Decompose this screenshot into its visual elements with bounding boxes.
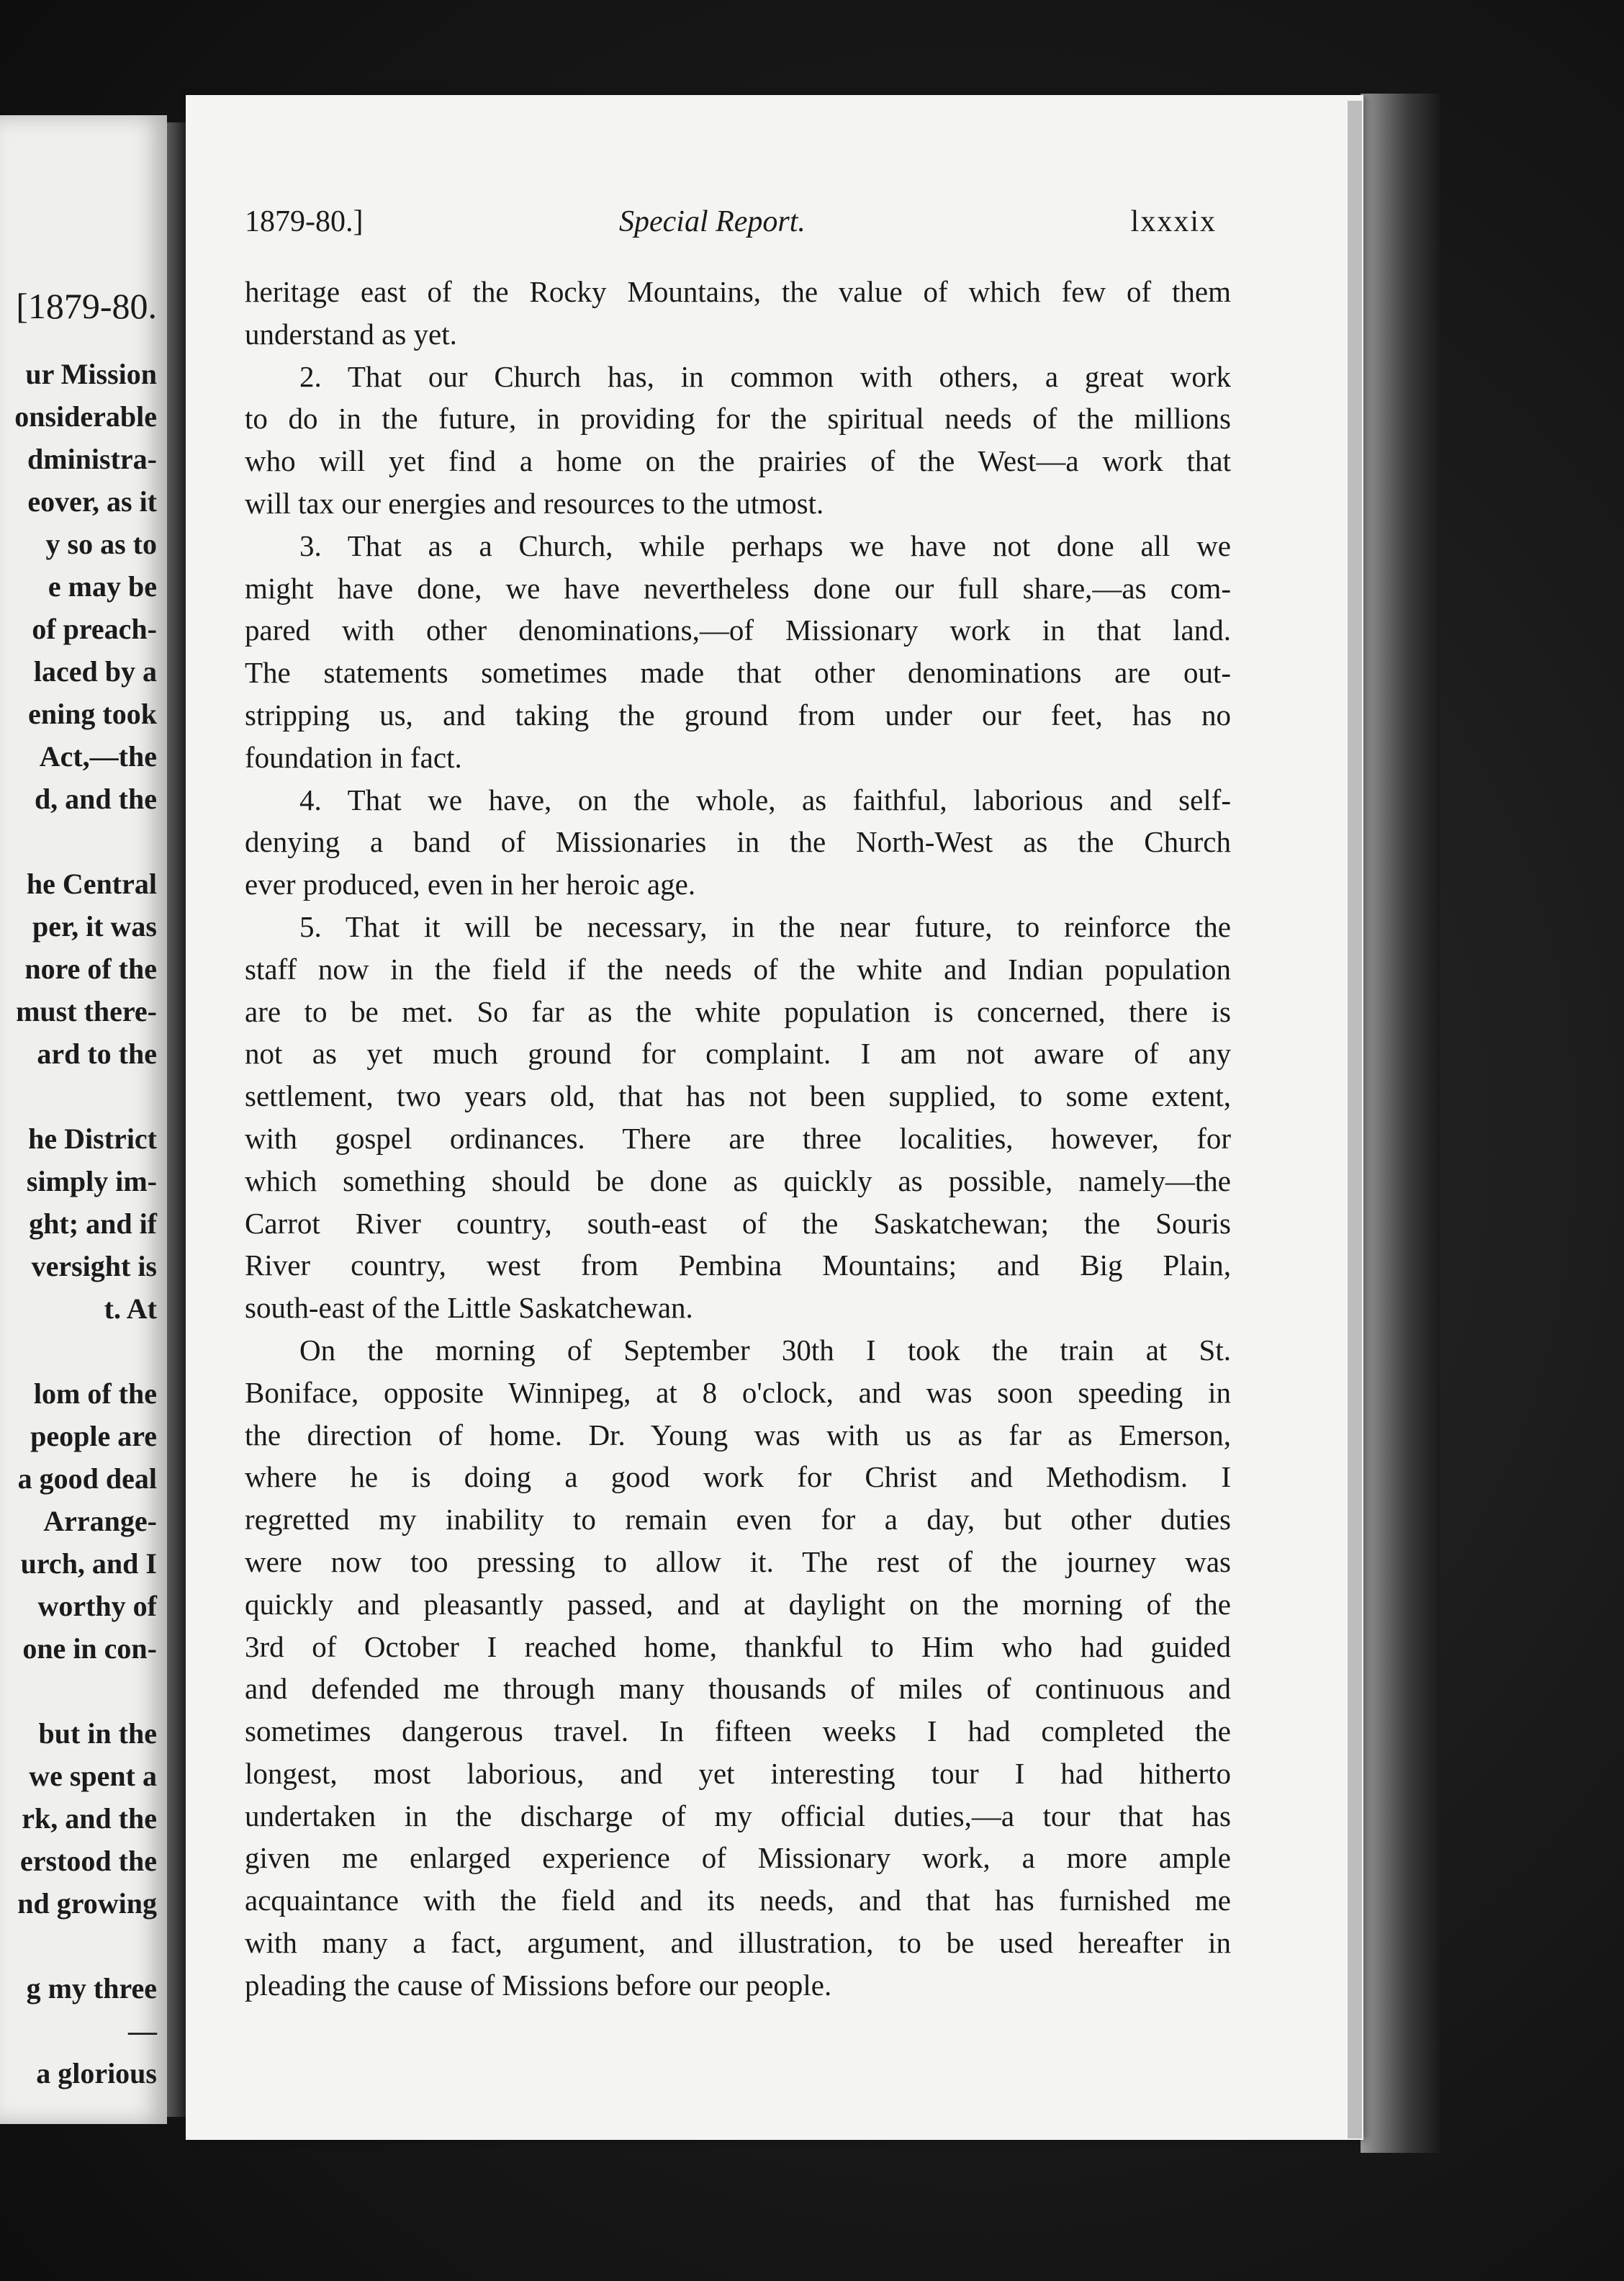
- text-line: 3rd of October I reached home, thankful to Him who had guided: [245, 1629, 1231, 1663]
- previous-page-line: laced by a: [33, 655, 157, 688]
- previous-page: [0, 115, 167, 2124]
- previous-page-line: nore of the: [24, 953, 157, 985]
- text-line: Carrot River country, south-east of the Saskatchewan; the Souris: [245, 1206, 1231, 1240]
- page-stack-edge: [1361, 94, 1440, 2153]
- text-line: ever produced, even in her heroic age.: [245, 868, 696, 901]
- previous-page-line: people are: [30, 1420, 157, 1452]
- previous-page-line: we spent a: [29, 1760, 157, 1792]
- text-line: were now too pressing to allow it. The rest of the journey was: [245, 1544, 1231, 1578]
- previous-page-line: [0, 1330, 157, 1372]
- text-line: 5. That it will be necessary, in the near future, to reinforce the: [299, 909, 1231, 943]
- previous-page-line: he District: [28, 1122, 157, 1155]
- previous-page-line: Arrange-: [43, 1505, 157, 1537]
- previous-page-line: y so as to: [45, 528, 157, 560]
- running-header: [245, 204, 1217, 248]
- text-line: settlement, two years old, that has not been supplied, to some extent,: [245, 1079, 1231, 1113]
- text-line: stripping us, and taking the ground from under our feet, has no: [245, 698, 1231, 732]
- text-line: south-east of the Little Saskatchewan.: [245, 1291, 693, 1325]
- text-line: River country, west from Pembina Mountains; and Big Plain,: [245, 1249, 1231, 1282]
- previous-page-line: must there-: [16, 995, 157, 1027]
- text-line: heritage east of the Rocky Mountains, the value of which few of them: [245, 275, 1231, 308]
- previous-page-line: ard to the: [37, 1038, 157, 1070]
- previous-page-line: urch, and I: [20, 1547, 157, 1580]
- text-line: sometimes dangerous travel. In fifteen weeks I had completed the: [245, 1714, 1231, 1748]
- previous-page-line: g my three: [26, 1972, 157, 2005]
- previous-page-line: a good deal: [17, 1462, 157, 1495]
- previous-page-line: [0, 1925, 157, 1967]
- text-line: with many a fact, argument, and illustration, to be used hereafter in: [245, 1926, 1231, 1960]
- previous-page-line: e may be: [48, 570, 157, 603]
- header-year: 1879-80.]: [245, 205, 364, 238]
- previous-page-line: eover, as it: [27, 485, 157, 518]
- text-line: regretted my inability to remain even for a day, but other duties: [245, 1503, 1231, 1537]
- text-line: The statements sometimes made that other denominations are out-: [245, 656, 1231, 690]
- text-line: understand as yet.: [245, 317, 457, 351]
- previous-page-line: [0, 820, 157, 863]
- previous-page-line: erstood the: [20, 1845, 157, 1877]
- text-line: not as yet much ground for complaint. I am not aware of any: [245, 1037, 1231, 1071]
- previous-page-line: worthy of: [37, 1590, 157, 1622]
- text-line: denying a band of Missionaries in the North-West as the Church: [245, 825, 1231, 859]
- previous-page-line: one in con-: [22, 1632, 157, 1665]
- page-number: lxxxix: [1130, 205, 1217, 238]
- text-line: are to be met. So far as the white population is concerned, there is: [245, 994, 1231, 1028]
- text-line: and defended me through many thousands of miles of continuous and: [245, 1672, 1231, 1706]
- previous-page-line: a glorious: [36, 2057, 157, 2089]
- previous-page-line: ening took: [28, 698, 157, 730]
- body-text: [245, 271, 1231, 2007]
- text-line: 2. That our Church has, in common with others, a great work: [299, 359, 1231, 393]
- text-line: might have done, we have nevertheless done our full share,—as com-: [245, 571, 1231, 605]
- text-line: given me enlarged experience of Missionary work, a more ample: [245, 1841, 1231, 1875]
- previous-page-line: onsiderable: [14, 400, 157, 433]
- text-line: which something should be done as quickly as possible, namely—the: [245, 1164, 1231, 1197]
- previous-page-line: he Central: [26, 868, 157, 900]
- text-line: with gospel ordinances. There are three localities, however, for: [245, 1121, 1231, 1155]
- previous-page-line: [0, 1075, 157, 1117]
- text-line: undertaken in the discharge of my official duties,—a tour that has: [245, 1799, 1231, 1832]
- text-line: 3. That as a Church, while perhaps we have not done all we: [299, 528, 1231, 562]
- previous-page-line: nd growing: [17, 1887, 157, 1920]
- previous-page-line: ur Mission: [25, 358, 157, 390]
- previous-page-line: of preach-: [32, 613, 157, 645]
- header-title: Special Report.: [619, 205, 806, 238]
- text-line: where he is doing a good work for Christ and Methodism. I: [245, 1460, 1231, 1494]
- text-line: Boniface, opposite Winnipeg, at 8 o'clock, and was soon speeding in: [245, 1375, 1231, 1409]
- text-line: pleading the cause of Missions before our people.: [245, 1968, 832, 2002]
- previous-page-line: versight is: [31, 1250, 157, 1282]
- page-edge-highlight: [1348, 101, 1362, 2138]
- previous-page-text: [0, 353, 157, 2095]
- text-line: will tax our energies and resources to the utmost.: [245, 486, 824, 520]
- previous-page-line: per, it was: [32, 910, 157, 942]
- text-line: foundation in fact.: [245, 740, 462, 774]
- previous-page-line: dministra-: [27, 443, 157, 475]
- text-line: acquaintance with the field and its needs, and that has furnished me: [245, 1884, 1231, 1917]
- text-line: who will yet find a home on the prairies of the West—a work that: [245, 444, 1231, 478]
- text-line: 4. That we have, on the whole, as faithful, laborious and self-: [299, 783, 1231, 816]
- text-line: staff now in the field if the needs of the white and Indian population: [245, 952, 1231, 986]
- previous-page-header: [1879-80.: [16, 286, 157, 326]
- text-line: quickly and pleasantly passed, and at daylight on the morning of the: [245, 1587, 1231, 1621]
- text-line: to do in the future, in providing for the spiritual needs of the millions: [245, 402, 1231, 436]
- previous-page-line: Act,—the: [39, 740, 157, 773]
- previous-page-line: [0, 1670, 157, 1712]
- text-line: pared with other denominations,—of Missionary work in that land.: [245, 613, 1231, 647]
- previous-page-line: lom of the: [33, 1377, 157, 1410]
- text-line: the direction of home. Dr. Young was with us as far as Emerson,: [245, 1418, 1231, 1452]
- previous-page-line: but in the: [38, 1717, 157, 1750]
- previous-page-line: —: [128, 2015, 157, 2047]
- previous-page-line: t. At: [104, 1292, 157, 1325]
- previous-page-line: simply im-: [26, 1165, 157, 1197]
- text-line: longest, most laborious, and yet interesting tour I had hitherto: [245, 1756, 1231, 1790]
- text-line: On the morning of September 30th I took the train at St.: [299, 1333, 1231, 1367]
- previous-page-line: rk, and the: [22, 1802, 157, 1835]
- previous-page-line: ght; and if: [29, 1207, 157, 1240]
- previous-page-line: d, and the: [34, 783, 157, 815]
